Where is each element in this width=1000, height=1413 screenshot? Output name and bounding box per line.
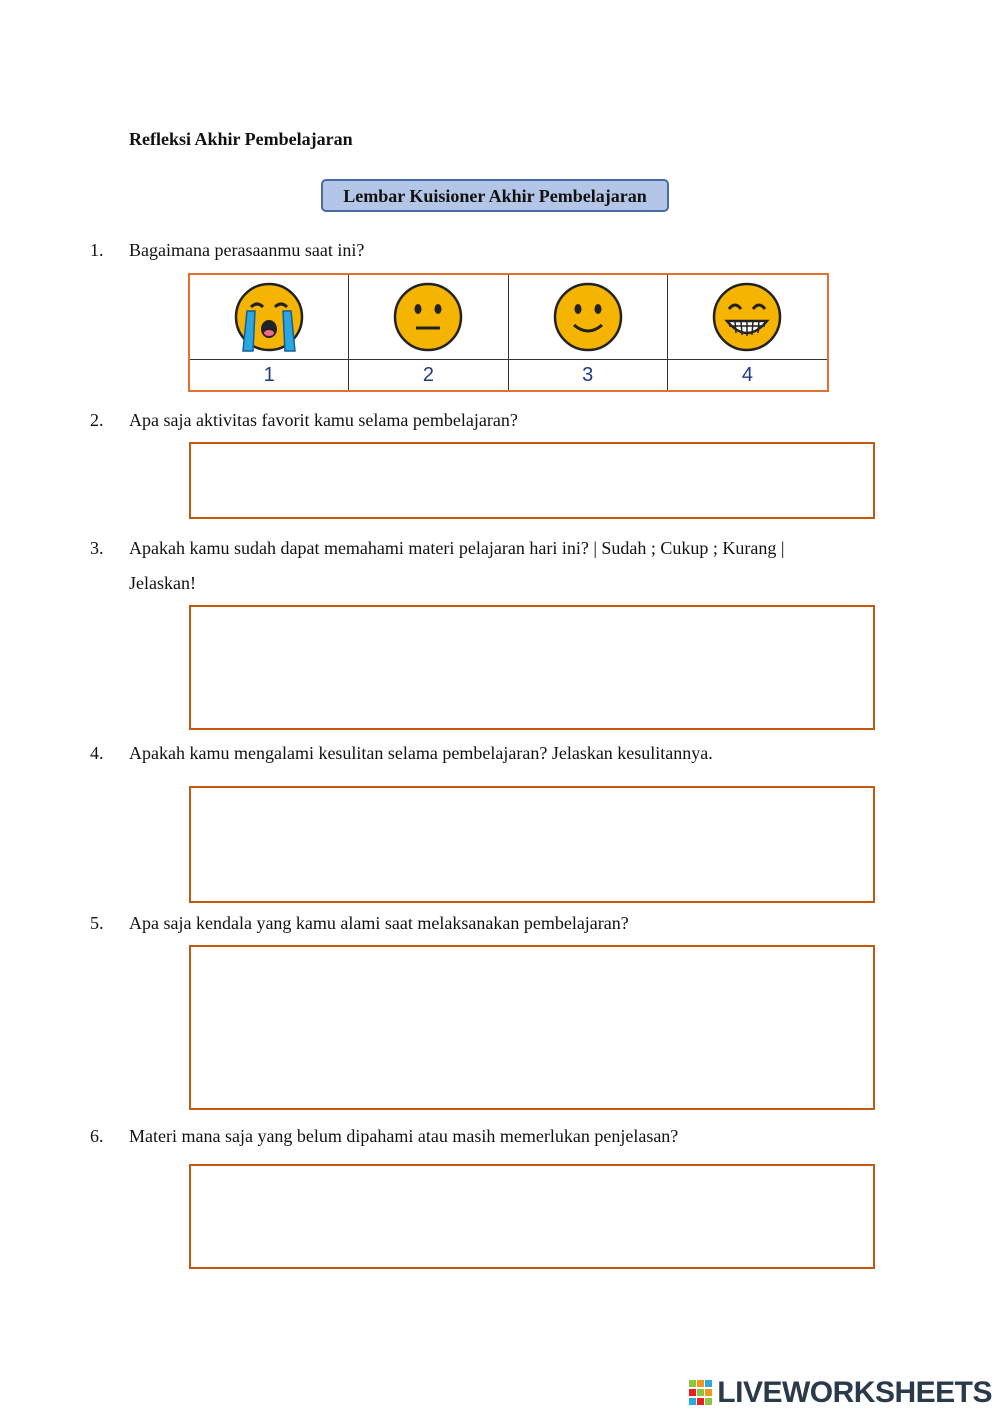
question-1-text: Bagaimana perasaanmu saat ini? xyxy=(129,240,365,260)
answer-box-5[interactable] xyxy=(189,945,875,1110)
rating-option-2[interactable] xyxy=(349,275,508,360)
question-5-text: Apa saja kendala yang kamu alami saat melaksanakan pembelajaran? xyxy=(129,913,629,933)
rating-label-3: 3 xyxy=(509,360,668,390)
rating-option-1[interactable] xyxy=(190,275,349,360)
feeling-rating-table xyxy=(188,273,829,392)
question-3-number: 3. xyxy=(90,538,104,558)
question-5-number: 5. xyxy=(90,913,104,933)
question-3-text-continued: Jelaskan! xyxy=(129,573,196,593)
neutral-face-icon xyxy=(390,281,466,353)
rating-option-3[interactable] xyxy=(509,275,668,360)
liveworksheets-logo xyxy=(689,1376,992,1410)
brand-name: LIVEWORKSHEETS xyxy=(717,1376,992,1409)
page-title: Refleksi Akhir Pembelajaran xyxy=(129,129,353,149)
questionnaire-banner: Lembar Kuisioner Akhir Pembelajaran xyxy=(321,179,669,212)
question-2-number: 2. xyxy=(90,410,104,430)
crying-face-icon xyxy=(231,281,307,353)
liveworksheets-logo-icon xyxy=(689,1380,713,1406)
rating-option-4[interactable] xyxy=(668,275,827,360)
question-6-number: 6. xyxy=(90,1126,104,1146)
rating-label-4: 4 xyxy=(741,363,753,386)
answer-box-4[interactable] xyxy=(189,786,875,903)
rating-label-1: 1 xyxy=(190,360,349,390)
smiling-face-icon xyxy=(550,281,626,353)
grinning-face-icon xyxy=(709,281,785,353)
answer-box-3[interactable] xyxy=(189,605,875,730)
question-4-number: 4. xyxy=(90,743,104,763)
question-4-text: Apakah kamu mengalami kesulitan selama pembelajaran? Jelaskan kesulitannya. xyxy=(129,743,713,763)
question-6-text: Materi mana saja yang belum dipahami atau masih memerlukan penjelasan? xyxy=(129,1126,679,1146)
question-1-number: 1. xyxy=(90,240,104,260)
answer-box-6[interactable] xyxy=(189,1164,875,1269)
question-2-text: Apa saja aktivitas favorit kamu selama pembelajaran? xyxy=(129,410,518,430)
question-3-text: Apakah kamu sudah dapat memahami materi pelajaran hari ini? | Sudah ; Cukup ; Kurang | xyxy=(129,538,785,558)
rating-label-2: 2 xyxy=(349,360,508,390)
answer-box-2[interactable] xyxy=(189,442,875,519)
